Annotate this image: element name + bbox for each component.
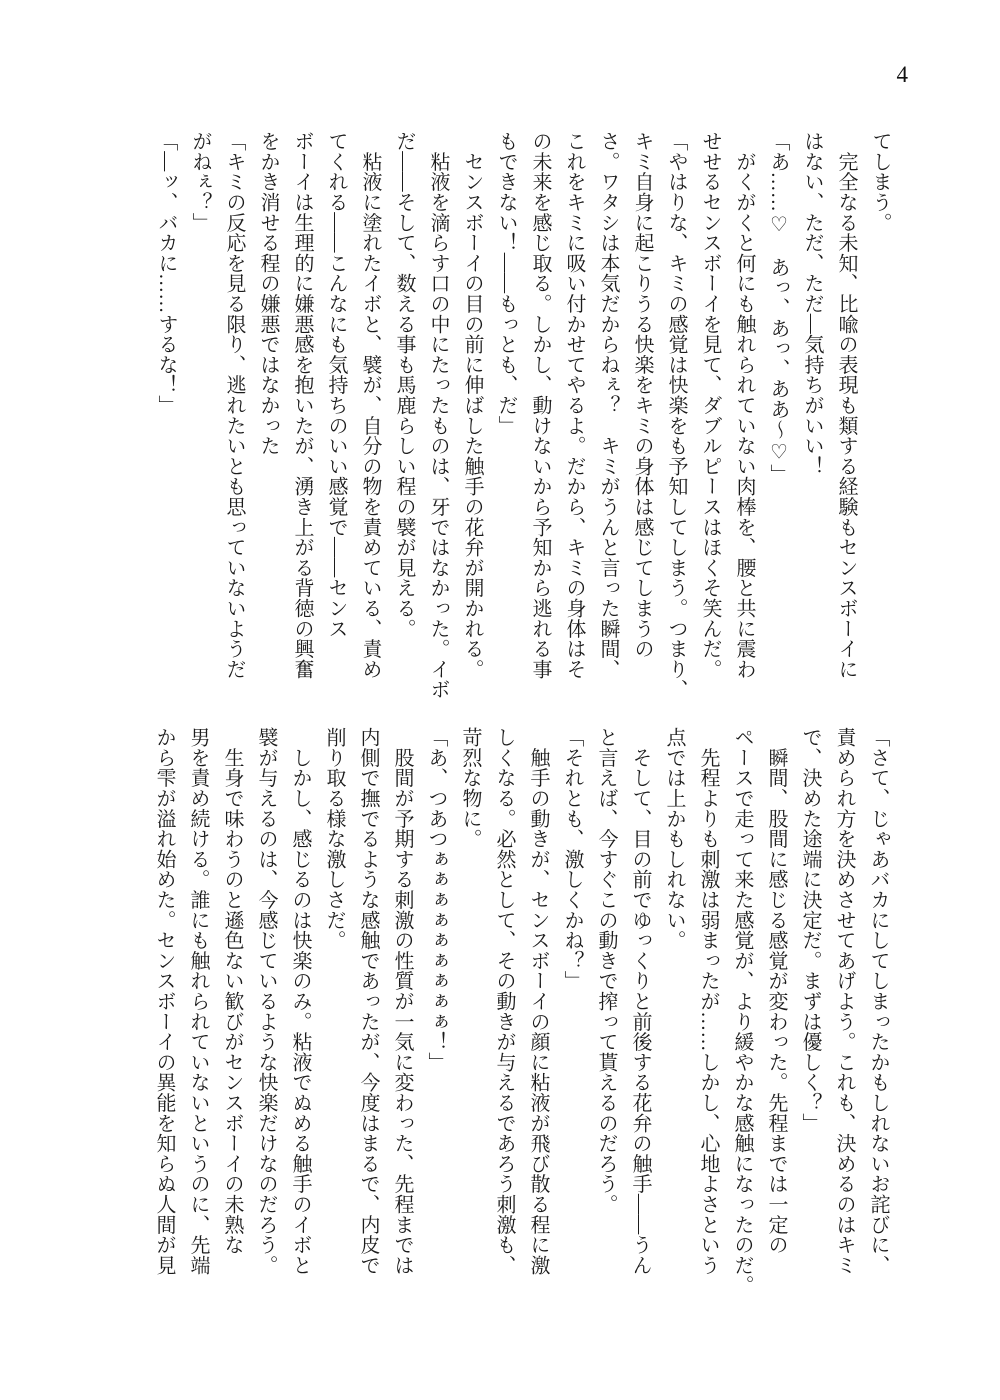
text-column: センスボーイの目の前に伸ばした触手の花弁が開かれる。 xyxy=(461,131,483,680)
text-column: 瞬間、股間に感じる感覚が変わった。先程までは一定の xyxy=(765,727,787,1255)
text-column: 責められ方を決めさせてあげよう。これも、決めるのはキミ xyxy=(833,727,855,1276)
text-column: 「あ……♡ あっ、あっ、ああ～♡」 xyxy=(767,131,789,485)
text-column: 生身で味わうのと遜色ない歓びがセンスボーイの未熟な xyxy=(221,727,243,1255)
text-column: 触手の動きが、センスボーイの顔に粘液が飛び散る程に激 xyxy=(527,727,549,1276)
text-column: ボーイは生理的に嫌悪感を抱いたが、湧き上がる背徳の興奮 xyxy=(291,131,313,680)
text-column: ペースで走って来た感覚が、より緩やかな感触になったのだ。 xyxy=(731,727,753,1296)
text-column: 男を責め続ける。誰にも触れられていないというのに、先端 xyxy=(187,727,209,1276)
text-column: 「さて、じゃあバカにしてしまったかもしれないお詫びに、 xyxy=(867,727,889,1276)
text-column: 「―ッ、バカに……するな！」 xyxy=(155,131,177,416)
text-column: 点では上かもしれない。 xyxy=(663,727,685,951)
text-column: 「キミの反応を見る限り、逃れたいとも思っていないようだ xyxy=(223,131,245,680)
text-column: と言えば、今すぐこの動きで搾って貰えるのだろう。 xyxy=(595,727,617,1215)
text-column: だ――そして、数える事も馬鹿らしい程の襞が見える。 xyxy=(393,131,415,639)
text-column: しかし、感じるのは快楽のみ。粘液でぬめる触手のイボと xyxy=(289,727,311,1276)
page-number: 4 xyxy=(896,62,908,87)
text-column: 「それとも、激しくかね？」 xyxy=(561,727,583,991)
text-column: から雫が溢れ始めた。センスボーイの異能を知らぬ人間が見 xyxy=(153,727,175,1276)
text-column: 粘液に塗れたイボと、襞が、自分の物を責めている、責め xyxy=(359,131,381,680)
text-column: しくなる。必然として、その動きが与えるであろう刺激も、 xyxy=(493,727,515,1276)
text-column: で、決めた途端に決定だ。まずは優しく？」 xyxy=(799,727,821,1133)
text-column: 「あ、つあつぁぁぁぁぁぁぁぁぁ！」 xyxy=(425,727,447,1073)
text-column: これをキミに吸い付かせてやるよ。だから、キミの身体はそ xyxy=(563,131,585,680)
text-column: そして、目の前でゆっくりと前後する花弁の触手――うん xyxy=(629,727,651,1276)
text-column: 股間が予期する刺激の性質が一気に変わった、先程までは xyxy=(391,727,413,1276)
text-column: の未来を感じ取る。しかし、動けないから予知から逃れる事 xyxy=(529,131,551,680)
text-column: がねぇ？」 xyxy=(189,131,211,233)
text-column: もできない！――もっとも、だ」 xyxy=(495,131,517,436)
text-column: 粘液を滴らす口の中にたったものは、牙ではなかった。イボ xyxy=(427,131,449,700)
text-column: 内側で撫でるような感触であったが、今度はまるで、内皮で xyxy=(357,727,379,1276)
text-column: 完全なる未知、比喩の表現も類する経験もセンスボーイに xyxy=(835,131,857,680)
text-column: 先程よりも刺激は弱まったが……しかし、心地よさという xyxy=(697,727,719,1276)
text-column: キミ自身に起こりうる快楽をキミの身体は感じてしまうの xyxy=(631,131,653,659)
text-column: 削り取る様な激しさだ。 xyxy=(323,727,345,951)
text-column: をかき消せる程の嫌悪ではなかった xyxy=(257,131,279,456)
text-column: てしまう。 xyxy=(869,131,891,233)
text-column: さ。ワタシは本気だからねぇ？ キミがうんと言った瞬間、 xyxy=(597,131,619,680)
top-text-block xyxy=(149,131,897,703)
text-column: 「やはりな、キミの感覚は快楽をも予知してしまう。つまり、 xyxy=(665,131,687,700)
text-column: はない、ただ、ただ―気持ちがいい！ xyxy=(801,131,823,477)
text-column: 苛烈な物に。 xyxy=(459,727,481,849)
text-column: がくがくと何にも触れられていない肉棒を、腰と共に震わ xyxy=(733,131,755,680)
text-column: せせるセンスボーイを見て、ダブルピースはほくそ笑んだ。 xyxy=(699,131,721,680)
text-column: 襞が与えるのは、今感じているような快楽だけなのだろう。 xyxy=(255,727,277,1276)
bottom-text-block xyxy=(147,727,895,1296)
text-column: てくれる――こんなにも気持ちのいい感覚で――センス xyxy=(325,131,347,639)
